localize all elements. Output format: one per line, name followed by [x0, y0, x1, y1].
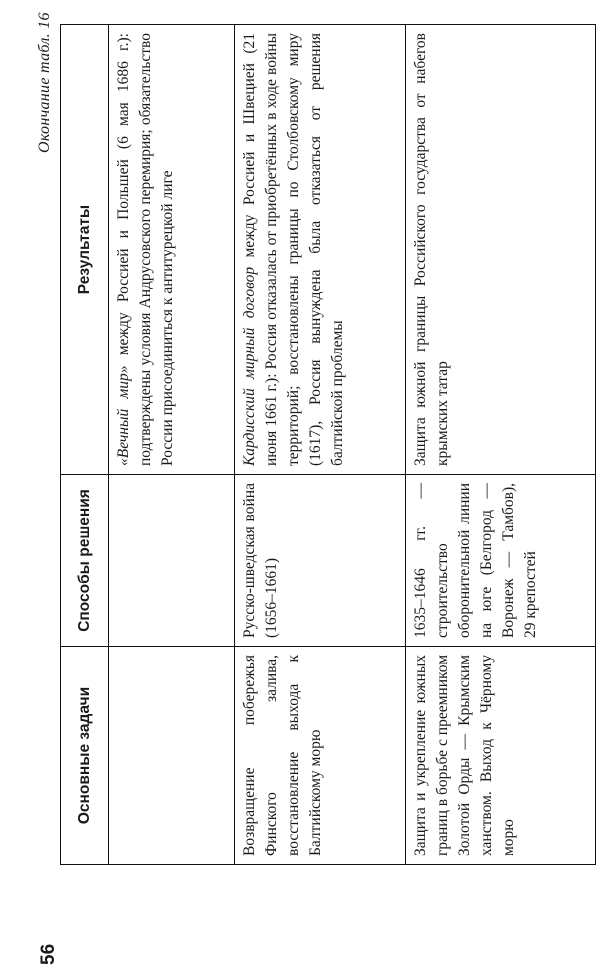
- table-row: [235, 25, 405, 865]
- task-cell: Возвращение побережья Финского залива, восстановление выхода к Балтийскому морю: [235, 647, 405, 865]
- table-continuation-label: Окончание табл. 16: [36, 12, 53, 153]
- header-solution-methods: Способы решения: [61, 475, 109, 647]
- method-cell: [109, 475, 235, 647]
- result-text: между Россией и Польшей (6 мая 1686 г.): подтверждены условия Андрусовского перемирия; обязательство России присоединиться к антитурецкой лиге: [115, 33, 176, 466]
- method-cell: Русско-шведская война (1656–1661): [235, 475, 405, 647]
- header-results: Результаты: [61, 25, 109, 475]
- task-cell: [109, 647, 235, 865]
- method-cell: 1635–1646 гг. — строительство оборонительной линии на юге (Белгород — Воронеж — Тамбов), 29 крепостей: [405, 475, 595, 647]
- result-cell: [235, 25, 405, 475]
- table-row: [405, 25, 595, 865]
- table-header-row: [61, 25, 109, 865]
- result-italic-lead: Кардисский мирный договор: [241, 266, 259, 466]
- table-row: [109, 25, 235, 865]
- result-cell: [405, 25, 595, 475]
- history-table: [60, 24, 596, 865]
- result-cell: [109, 25, 235, 475]
- header-main-tasks: Основные задачи: [61, 647, 109, 865]
- result-italic-lead: «Вечный мир»: [115, 365, 132, 466]
- result-text: между Россией и Швецией (21 июня 1661 г.): Россия отказалась от приобретённых в ходе войны территорий; восстановлены границы по Столбовскому миру (1617), Россия вынуждена была отказаться от решения балтийской проблемы: [241, 33, 347, 466]
- task-cell: Защита и укрепление южных границ в борьбе с преемником Золотой Орды — Крымским ханством. Выход к Чёрному морю: [405, 647, 595, 865]
- page-number: 56: [38, 943, 59, 965]
- result-text: Защита южной границы Российского государства от набегов крымских татар: [411, 33, 451, 466]
